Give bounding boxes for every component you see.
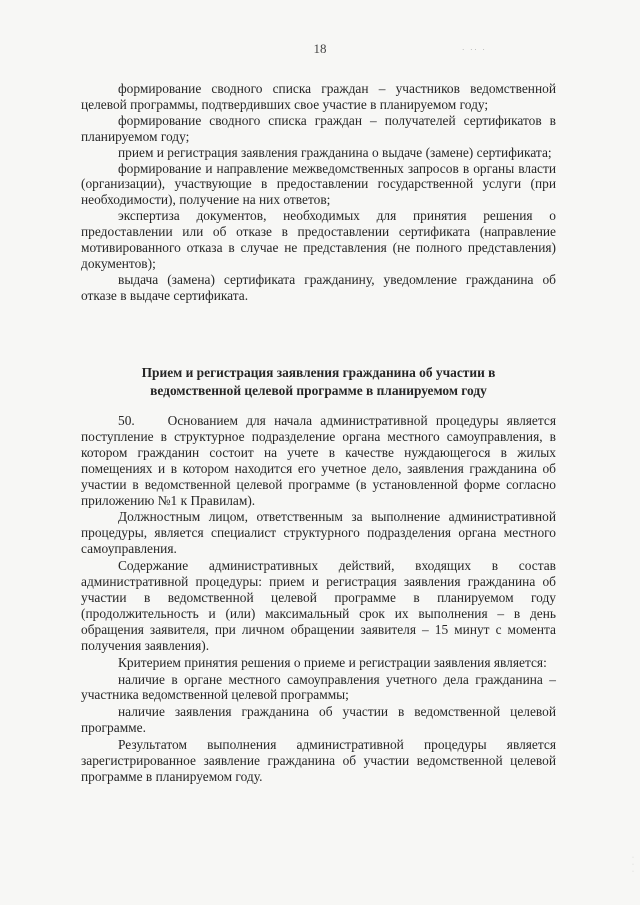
paragraph: Содержание административных действий, входящих в состав административной процедуры: прием и регистрация заявления гражданина об участии в ведомственной целевой программе в планируемом году (продолжительность и (или) максимальный срок их выполнения – в день обращения заявителя, при личном обращении заявителя – 15 минут с момента получения заявления).	[81, 558, 556, 653]
section-heading-line: Прием и регистрация заявления гражданина об участии в	[141, 365, 496, 380]
section-heading-line: ведомственной целевой программе в планируемом году	[150, 382, 487, 398]
list-item: прием и регистрация заявления гражданина о выдаче (замене) сертификата;	[118, 144, 552, 160]
section-heading	[81, 364, 556, 399]
scan-artifact: · · ·	[632, 855, 634, 875]
paragraph: Должностным лицом, ответственным за выполнение административной процедуры, является специалист структурного подразделения органа местного самоуправления.	[81, 509, 556, 557]
paragraph: 50. Основанием для начала административной процедуры является поступление в структурное подразделение органа местного самоуправления, в котором гражданин состоит на учете в качестве нуждающегося в жилых помещениях и в котором находится его учетное дело, заявления гражданина об участии в ведомственной целевой программе (в установленной форме согласно приложению №1 к Правилам).	[81, 413, 556, 508]
list-item: формирование и направление межведомственных запросов в органы власти (организации), участвующие в предоставлении государственной услуги (при необходимости), получение на них ответов;	[81, 160, 556, 208]
section-body	[81, 413, 556, 785]
paragraph: Критерием принятия решения о приеме и регистрации заявления является:	[118, 654, 547, 670]
list-item: выдача (замена) сертификата гражданину, уведомление гражданина об отказе в выдаче сертификата.	[81, 271, 556, 303]
list-item: формирование сводного списка граждан – участников ведомственной целевой программы, подтвердивших свое участие в планируемом году;	[81, 81, 556, 112]
paragraph: Результатом выполнения административной процедуры является зарегистрированное заявление гражданина об участии ведомственной целевой программе в планируемом году.	[81, 737, 556, 784]
procedure-list	[81, 81, 556, 304]
list-item: экспертиза документов, необходимых для принятия решения о предоставлении или об отказе в предоставлении сертификата (направление мотивированного отказа в случае не представления (не полного представления) документов);	[81, 208, 556, 271]
paragraph: наличие заявления гражданина об участии в ведомственной целевой программе.	[81, 704, 556, 736]
list-item: формирование сводного списка граждан – получателей сертификатов в планируемом году;	[81, 112, 556, 144]
page-number: 18	[313, 41, 327, 56]
scan-artifact: · ·· ·	[462, 46, 487, 54]
paragraph: наличие в органе местного самоуправления учетного дела гражданина – участника ведомственной целевой программы;	[81, 671, 556, 703]
